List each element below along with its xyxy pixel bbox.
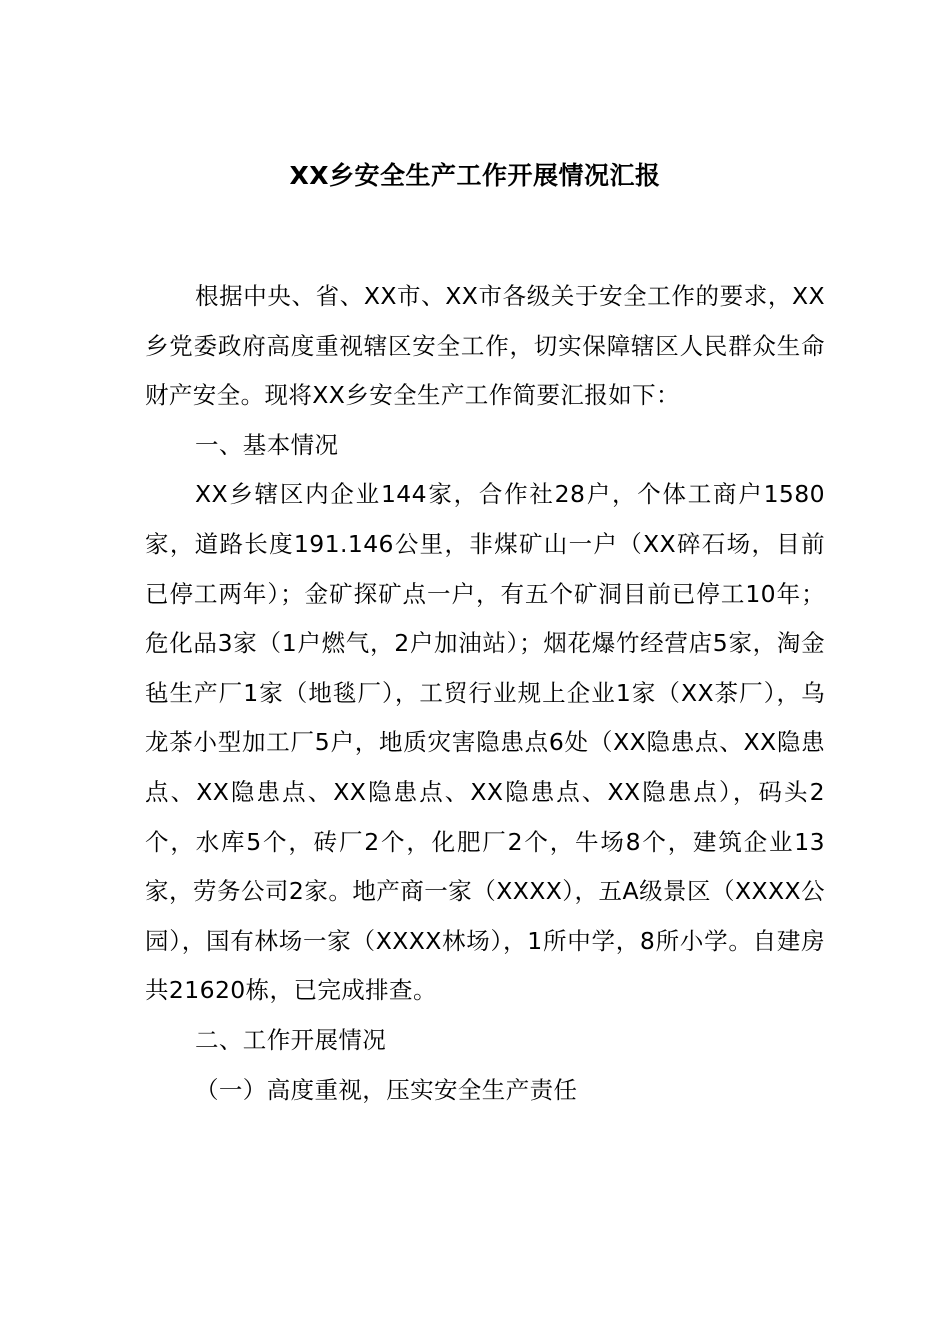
basic-info-paragraph: XX乡辖区内企业144家，合作社28户，个体工商户1580家，道路长度191.146公里，非煤矿山一户（XX碎石场，目前已停工两年）；金矿探矿点一户，有五个矿洞目前已停工10年；危化品3家（1户燃气，2户加油站）；烟花爆竹经营店5家，淘金毡生产厂1家（地毯厂），工贸行业规上企业1家（XX茶厂），乌龙茶小型加工厂5户，地质灾害隐患点6处（XX隐患点、XX隐患点、XX隐患点、XX隐患点、XX隐患点、XX隐患点），码头2个，水库5个，砖厂2个，化肥厂2个，牛场8个，建筑企业13家，劳务公司2家。地产商一家（XXXX），五A级景区（XXXX公园），国有林场一家（XXXX林场），1所中学，8所小学。自建房共21620栋，已完成排查。 — [145, 480, 825, 1005]
section-heading-basic: 一、基本情况 — [195, 430, 339, 459]
intro-paragraph: 根据中央、省、XX市、XX市各级关于安全工作的要求，XX乡党委政府高度重视辖区安全工作，切实保障辖区人民群众生命财产安全。现将XX乡安全生产工作简要汇报如下： — [145, 282, 825, 410]
document-title: XX乡安全生产工作开展情况汇报 — [289, 161, 661, 190]
document-body — [145, 272, 825, 1115]
section-heading-work: 二、工作开展情况 — [195, 1025, 387, 1054]
subsection-heading-1: （一）高度重视，压实安全生产责任 — [195, 1075, 578, 1104]
